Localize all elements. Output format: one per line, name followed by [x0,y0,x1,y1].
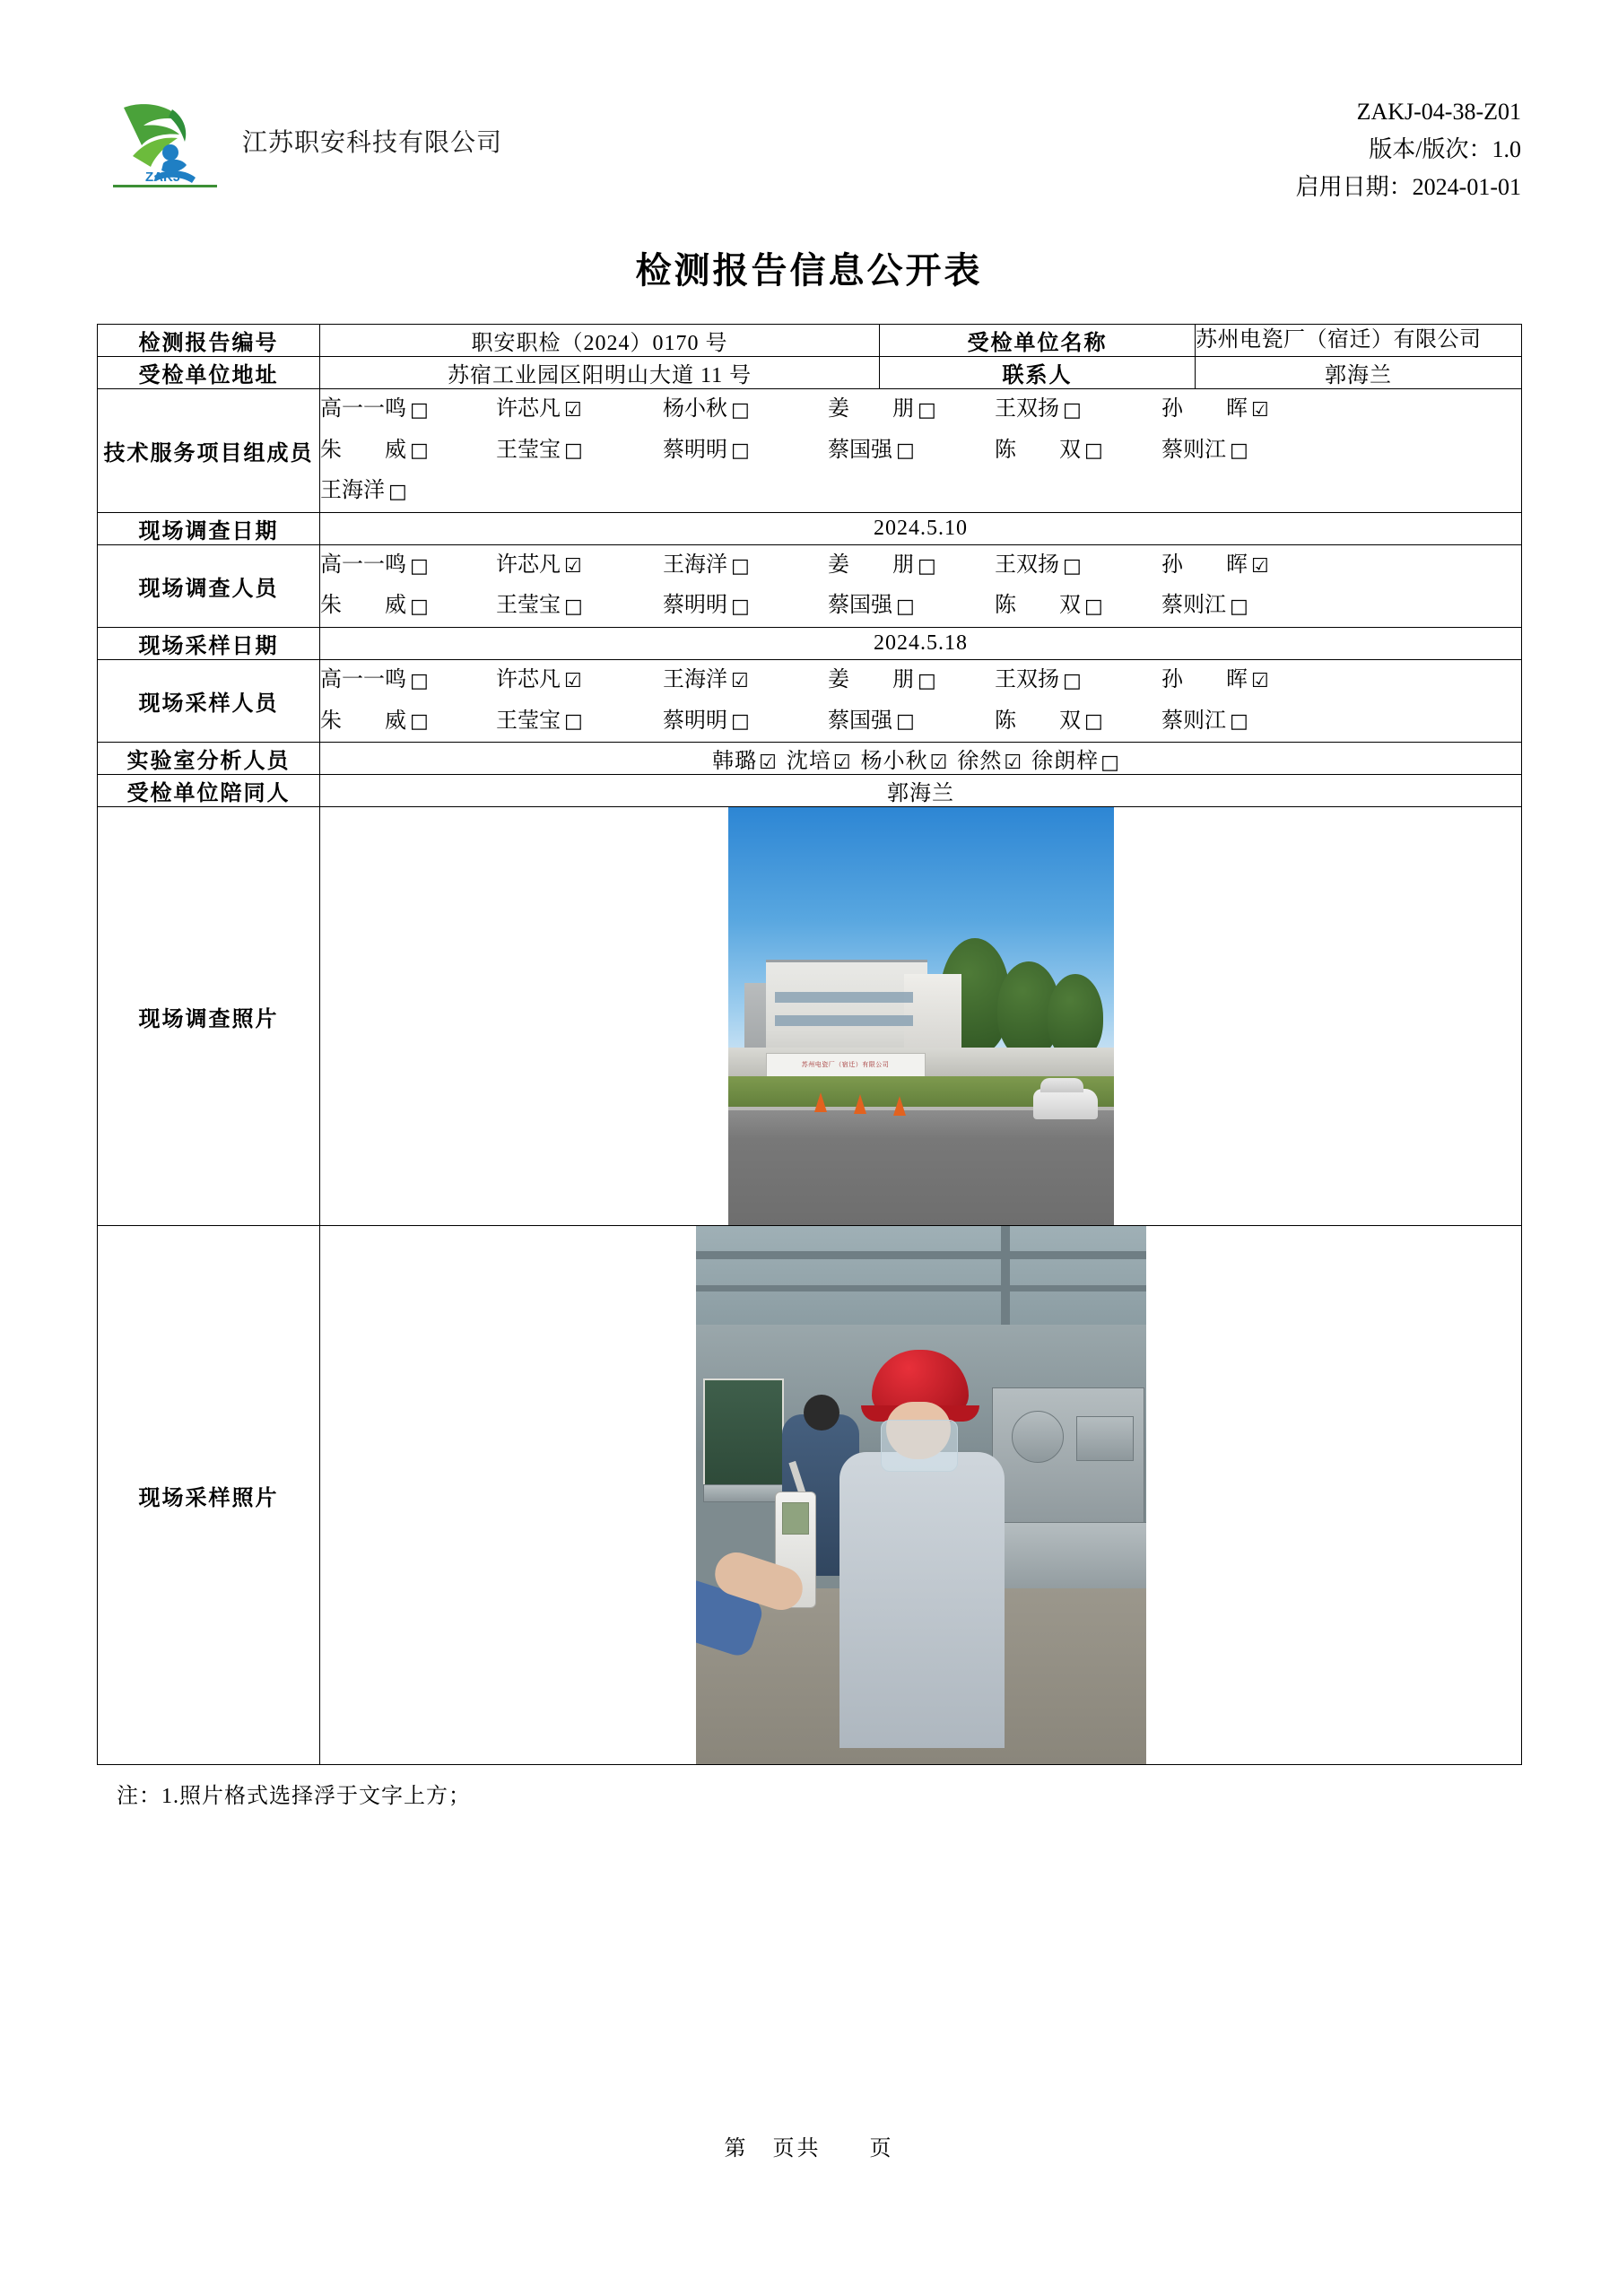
lab-analyst-checkbox[interactable]: ☑ [929,752,949,775]
team-member-checkbox[interactable]: □ [1084,439,1103,463]
survey-person-checkbox[interactable]: ☑ [564,554,582,578]
survey-person-item[interactable] [995,586,1161,627]
page-header [97,90,1521,206]
survey-person-checkbox[interactable]: ☑ [1251,554,1269,578]
survey-person-name: 姜 朋 [828,552,914,577]
survey-person-checkbox[interactable]: □ [918,554,936,578]
team-member-checkbox[interactable]: □ [731,398,750,422]
survey-person-item[interactable] [828,586,995,627]
team-member-item[interactable] [320,389,496,430]
sampling-person-name: 高一一鸣 [320,667,406,691]
table-row-escort [98,775,1522,807]
sampling-people-group [320,659,1522,742]
sampling-person-item[interactable] [663,660,828,701]
survey-person-item[interactable] [320,586,496,627]
machine-wheel [1012,1411,1064,1463]
team-member-checkbox[interactable]: □ [410,398,429,422]
sampling-person-name: 王海洋 [663,667,727,691]
survey-person-checkbox[interactable]: □ [1063,554,1082,578]
sampling-person-item[interactable] [320,660,496,701]
label-survey-date: 现场调查日期 [98,512,320,544]
team-member-name: 王海洋 [320,479,385,503]
label-escort: 受检单位陪同人 [98,775,320,807]
team-member-checkbox[interactable]: ☑ [1251,398,1269,422]
worker-background-head [804,1395,839,1431]
team-members-group [320,389,1522,513]
sampling-person-checkbox[interactable]: □ [1063,669,1082,692]
lab-analysts-group [320,743,1522,775]
team-member-name: 高一一鸣 [320,397,406,421]
lab-analyst-checkbox[interactable]: ☑ [1004,752,1023,775]
header-left [97,90,502,197]
traffic-cone-icon [854,1094,866,1114]
company-name: 江苏职安科技有限公司 [242,129,503,157]
ceiling-region [696,1226,1146,1334]
company-logo-icon [106,90,222,197]
team-member-checkbox[interactable]: □ [1230,439,1248,463]
survey-person-checkbox[interactable]: □ [896,596,915,619]
window-band [775,1015,913,1026]
survey-person-item[interactable] [1161,545,1314,587]
team-member-item[interactable] [828,430,995,472]
sampling-person-item[interactable] [1161,701,1314,743]
team-member-item[interactable] [663,430,828,472]
value-survey-date: 2024.5.10 [320,512,1522,544]
table-row-report-no [98,325,1522,357]
page-title: 检测报告信息公开表 [635,250,983,291]
team-member-checkbox[interactable]: □ [410,439,429,463]
sampling-person-item[interactable] [828,660,995,701]
team-member-checkbox[interactable]: □ [731,439,750,463]
parked-car [1033,1089,1098,1119]
table-row-sampling-date [98,627,1522,659]
survey-person-row [320,545,1521,587]
sampling-person-checkbox[interactable]: □ [1230,710,1248,734]
sampling-person-checkbox[interactable]: ☑ [1251,669,1269,692]
team-member-item[interactable] [663,389,828,430]
survey-person-checkbox[interactable]: □ [410,596,429,619]
road-surface [728,1110,1114,1225]
lab-analyst-name: 杨小秋 [860,750,928,774]
team-member-name: 孙 晖 [1161,397,1248,421]
value-sampling-date: 2024.5.18 [320,627,1522,659]
survey-photo-cell [320,807,1522,1226]
survey-person-checkbox[interactable]: □ [564,596,583,619]
survey-person-checkbox[interactable]: □ [731,596,750,619]
team-member-name: 朱 威 [320,438,406,462]
sampling-person-name: 王双扬 [995,667,1059,691]
sampling-person-name: 蔡国强 [828,709,892,733]
label-survey-photo: 现场调查照片 [98,807,320,1226]
value-client-name: 苏州电瓷厂（宿迁）有限公司 [1196,325,1522,357]
document-effective-date: 启用日期：2024-01-01 [1295,174,1521,201]
header-right [1296,90,1521,206]
survey-person-name: 蔡则江 [1161,594,1226,618]
team-member-item[interactable] [1161,389,1314,430]
lab-analyst-name: 韩璐 [712,750,758,774]
lab-analyst-checkbox[interactable]: ☑ [759,752,778,775]
sampling-person-row [320,660,1521,701]
survey-person-name: 陈 双 [995,594,1081,618]
sampling-person-item[interactable] [1161,660,1314,701]
label-survey-people: 现场调查人员 [98,544,320,627]
lab-analyst-item[interactable] [787,750,861,773]
team-member-name: 蔡则江 [1161,438,1226,462]
survey-person-item[interactable] [663,545,828,587]
value-contact: 郭海兰 [1196,357,1522,389]
survey-person-name: 孙 晖 [1161,552,1248,577]
survey-person-item[interactable] [828,545,995,587]
sampling-person-name: 王莹宝 [496,709,561,733]
survey-photo-image [728,807,1114,1225]
survey-person-checkbox[interactable]: □ [731,554,750,578]
label-team-members: 技术服务项目组成员 [98,389,320,513]
survey-person-name: 高一一鸣 [320,552,406,577]
sampling-person-checkbox[interactable]: □ [731,710,750,734]
sampling-person-checkbox[interactable]: □ [564,710,583,734]
survey-person-checkbox[interactable]: □ [1230,596,1248,619]
team-member-name: 许芯凡 [496,397,561,421]
lab-analyst-item[interactable] [957,750,1031,773]
svg-text:ZAKJ: ZAKJ [145,170,181,185]
document-version: 版本/版次：1.0 [1369,136,1521,163]
survey-person-name: 蔡明明 [663,594,727,618]
survey-person-checkbox[interactable]: □ [410,554,429,578]
team-member-row [320,430,1521,472]
sampling-person-item[interactable] [663,701,828,743]
team-member-checkbox[interactable]: □ [1063,398,1082,422]
team-member-item[interactable] [320,430,496,472]
value-report-no: 职安职检（2024）0170 号 [320,325,880,357]
sampling-person-checkbox[interactable]: □ [410,669,429,692]
label-sampling-date: 现场采样日期 [98,627,320,659]
sampling-photo-cell [320,1226,1522,1765]
traffic-cone-icon [814,1092,827,1112]
window-band [775,992,913,1003]
team-member-name: 姜 朋 [828,397,914,421]
lab-analyst-name: 沈培 [786,750,831,774]
survey-person-item[interactable] [663,586,828,627]
survey-person-item[interactable] [1161,586,1314,627]
label-client-name: 受检单位名称 [880,325,1196,357]
traffic-cone-icon [893,1096,906,1116]
survey-person-item[interactable] [995,545,1161,587]
survey-person-checkbox[interactable]: □ [1084,596,1103,619]
sampling-person-name: 蔡明明 [663,709,727,733]
team-member-name: 王双扬 [995,397,1059,421]
sampling-person-name: 许芯凡 [496,667,561,691]
team-member-checkbox[interactable]: □ [564,439,583,463]
machine-block [1076,1416,1134,1461]
team-member-checkbox[interactable]: □ [388,480,407,503]
sampling-person-item[interactable] [320,701,496,743]
sampling-person-checkbox[interactable]: ☑ [564,669,582,692]
team-member-item[interactable] [995,389,1161,430]
face-shield [881,1420,958,1472]
label-client-address: 受检单位地址 [98,357,320,389]
label-lab-analysts: 实验室分析人员 [98,743,320,775]
team-member-row [320,471,1521,512]
label-contact: 联系人 [880,357,1196,389]
sampling-person-name: 姜 朋 [828,667,914,691]
sampling-person-checkbox[interactable]: □ [896,710,915,734]
sampling-person-name: 朱 威 [320,709,406,733]
sampling-person-item[interactable] [496,660,663,701]
lab-analyst-checkbox[interactable]: □ [1100,752,1120,775]
survey-person-item[interactable] [496,545,663,587]
survey-person-item[interactable] [320,545,496,587]
table-row-survey-date [98,512,1522,544]
factory-sign [766,1053,926,1078]
team-member-name: 王莹宝 [496,438,561,462]
team-member-checkbox[interactable]: □ [918,398,936,422]
team-member-item[interactable] [828,389,995,430]
ceiling-beam [696,1251,1146,1259]
team-member-item[interactable] [320,471,496,512]
team-member-name: 陈 双 [995,438,1081,462]
ceiling-beam [696,1285,1146,1292]
survey-person-name: 王双扬 [995,552,1059,577]
lab-analyst-name: 徐然 [957,750,1003,774]
survey-person-name: 朱 威 [320,594,406,618]
table-row-survey-people [98,544,1522,627]
survey-person-row [320,586,1521,627]
team-member-item[interactable] [496,389,663,430]
sampling-person-item[interactable] [995,660,1161,701]
value-escort: 郭海兰 [320,775,1522,807]
sampling-person-name: 陈 双 [995,709,1081,733]
sampling-person-checkbox[interactable]: □ [410,710,429,734]
survey-person-name: 许芯凡 [496,552,561,577]
team-member-name: 蔡明明 [663,438,727,462]
sampling-person-row [320,701,1521,743]
label-sampling-people: 现场采样人员 [98,659,320,742]
table-note: 注：1.照片格式选择浮于文字上方； [117,1785,471,1809]
sampling-person-item[interactable] [995,701,1161,743]
lab-analyst-item[interactable] [861,750,958,773]
team-member-checkbox[interactable]: ☑ [564,398,582,422]
team-member-name: 蔡国强 [828,438,892,462]
team-member-item[interactable] [995,430,1161,472]
sampling-person-checkbox[interactable]: □ [918,669,936,692]
table-row-sampling-people [98,659,1522,742]
lab-analyst-checkbox[interactable]: ☑ [832,752,852,775]
sampling-person-item[interactable] [828,701,995,743]
sampling-person-item[interactable] [496,701,663,743]
worker-foreground-body [839,1452,1005,1748]
survey-people-group [320,544,1522,627]
survey-person-name: 王海洋 [663,552,727,577]
table-row-survey-photo [98,807,1522,1226]
table-row-sampling-photo [98,1226,1522,1765]
lab-analyst-name: 徐朗梓 [1031,750,1100,774]
label-sampling-photo: 现场采样照片 [98,1226,320,1765]
sampling-person-checkbox[interactable]: ☑ [731,669,749,692]
team-member-checkbox[interactable]: □ [896,439,915,463]
document-code: ZAKJ-04-38-Z01 [1356,99,1521,125]
sampling-person-name: 孙 晖 [1161,667,1248,691]
lab-analyst-item[interactable] [712,750,787,773]
survey-person-item[interactable] [496,586,663,627]
table-row-lab-analysts [98,743,1522,775]
label-report-no: 检测报告编号 [98,325,320,357]
factory-sign-text: 苏州电瓷厂（宿迁）有限公司 [801,1062,890,1069]
sampling-person-name: 蔡则江 [1161,709,1226,733]
team-member-item[interactable] [496,430,663,472]
report-info-table [97,324,1522,1765]
survey-person-name: 王莹宝 [496,594,561,618]
table-row-client-address [98,357,1522,389]
meter-screen [782,1502,809,1535]
team-member-item[interactable] [1161,430,1314,472]
sampling-photo-image [696,1226,1146,1764]
team-member-name: 杨小秋 [663,397,727,421]
table-row-team-members [98,389,1522,513]
page-footer: 第 页共 页 [724,2137,894,2161]
survey-person-name: 蔡国强 [828,594,892,618]
lab-analyst-item[interactable] [1031,750,1129,773]
team-member-row [320,389,1521,430]
green-board [703,1378,784,1488]
sampling-person-checkbox[interactable]: □ [1084,710,1103,734]
value-client-address: 苏宿工业园区阳明山大道 11 号 [320,357,880,389]
